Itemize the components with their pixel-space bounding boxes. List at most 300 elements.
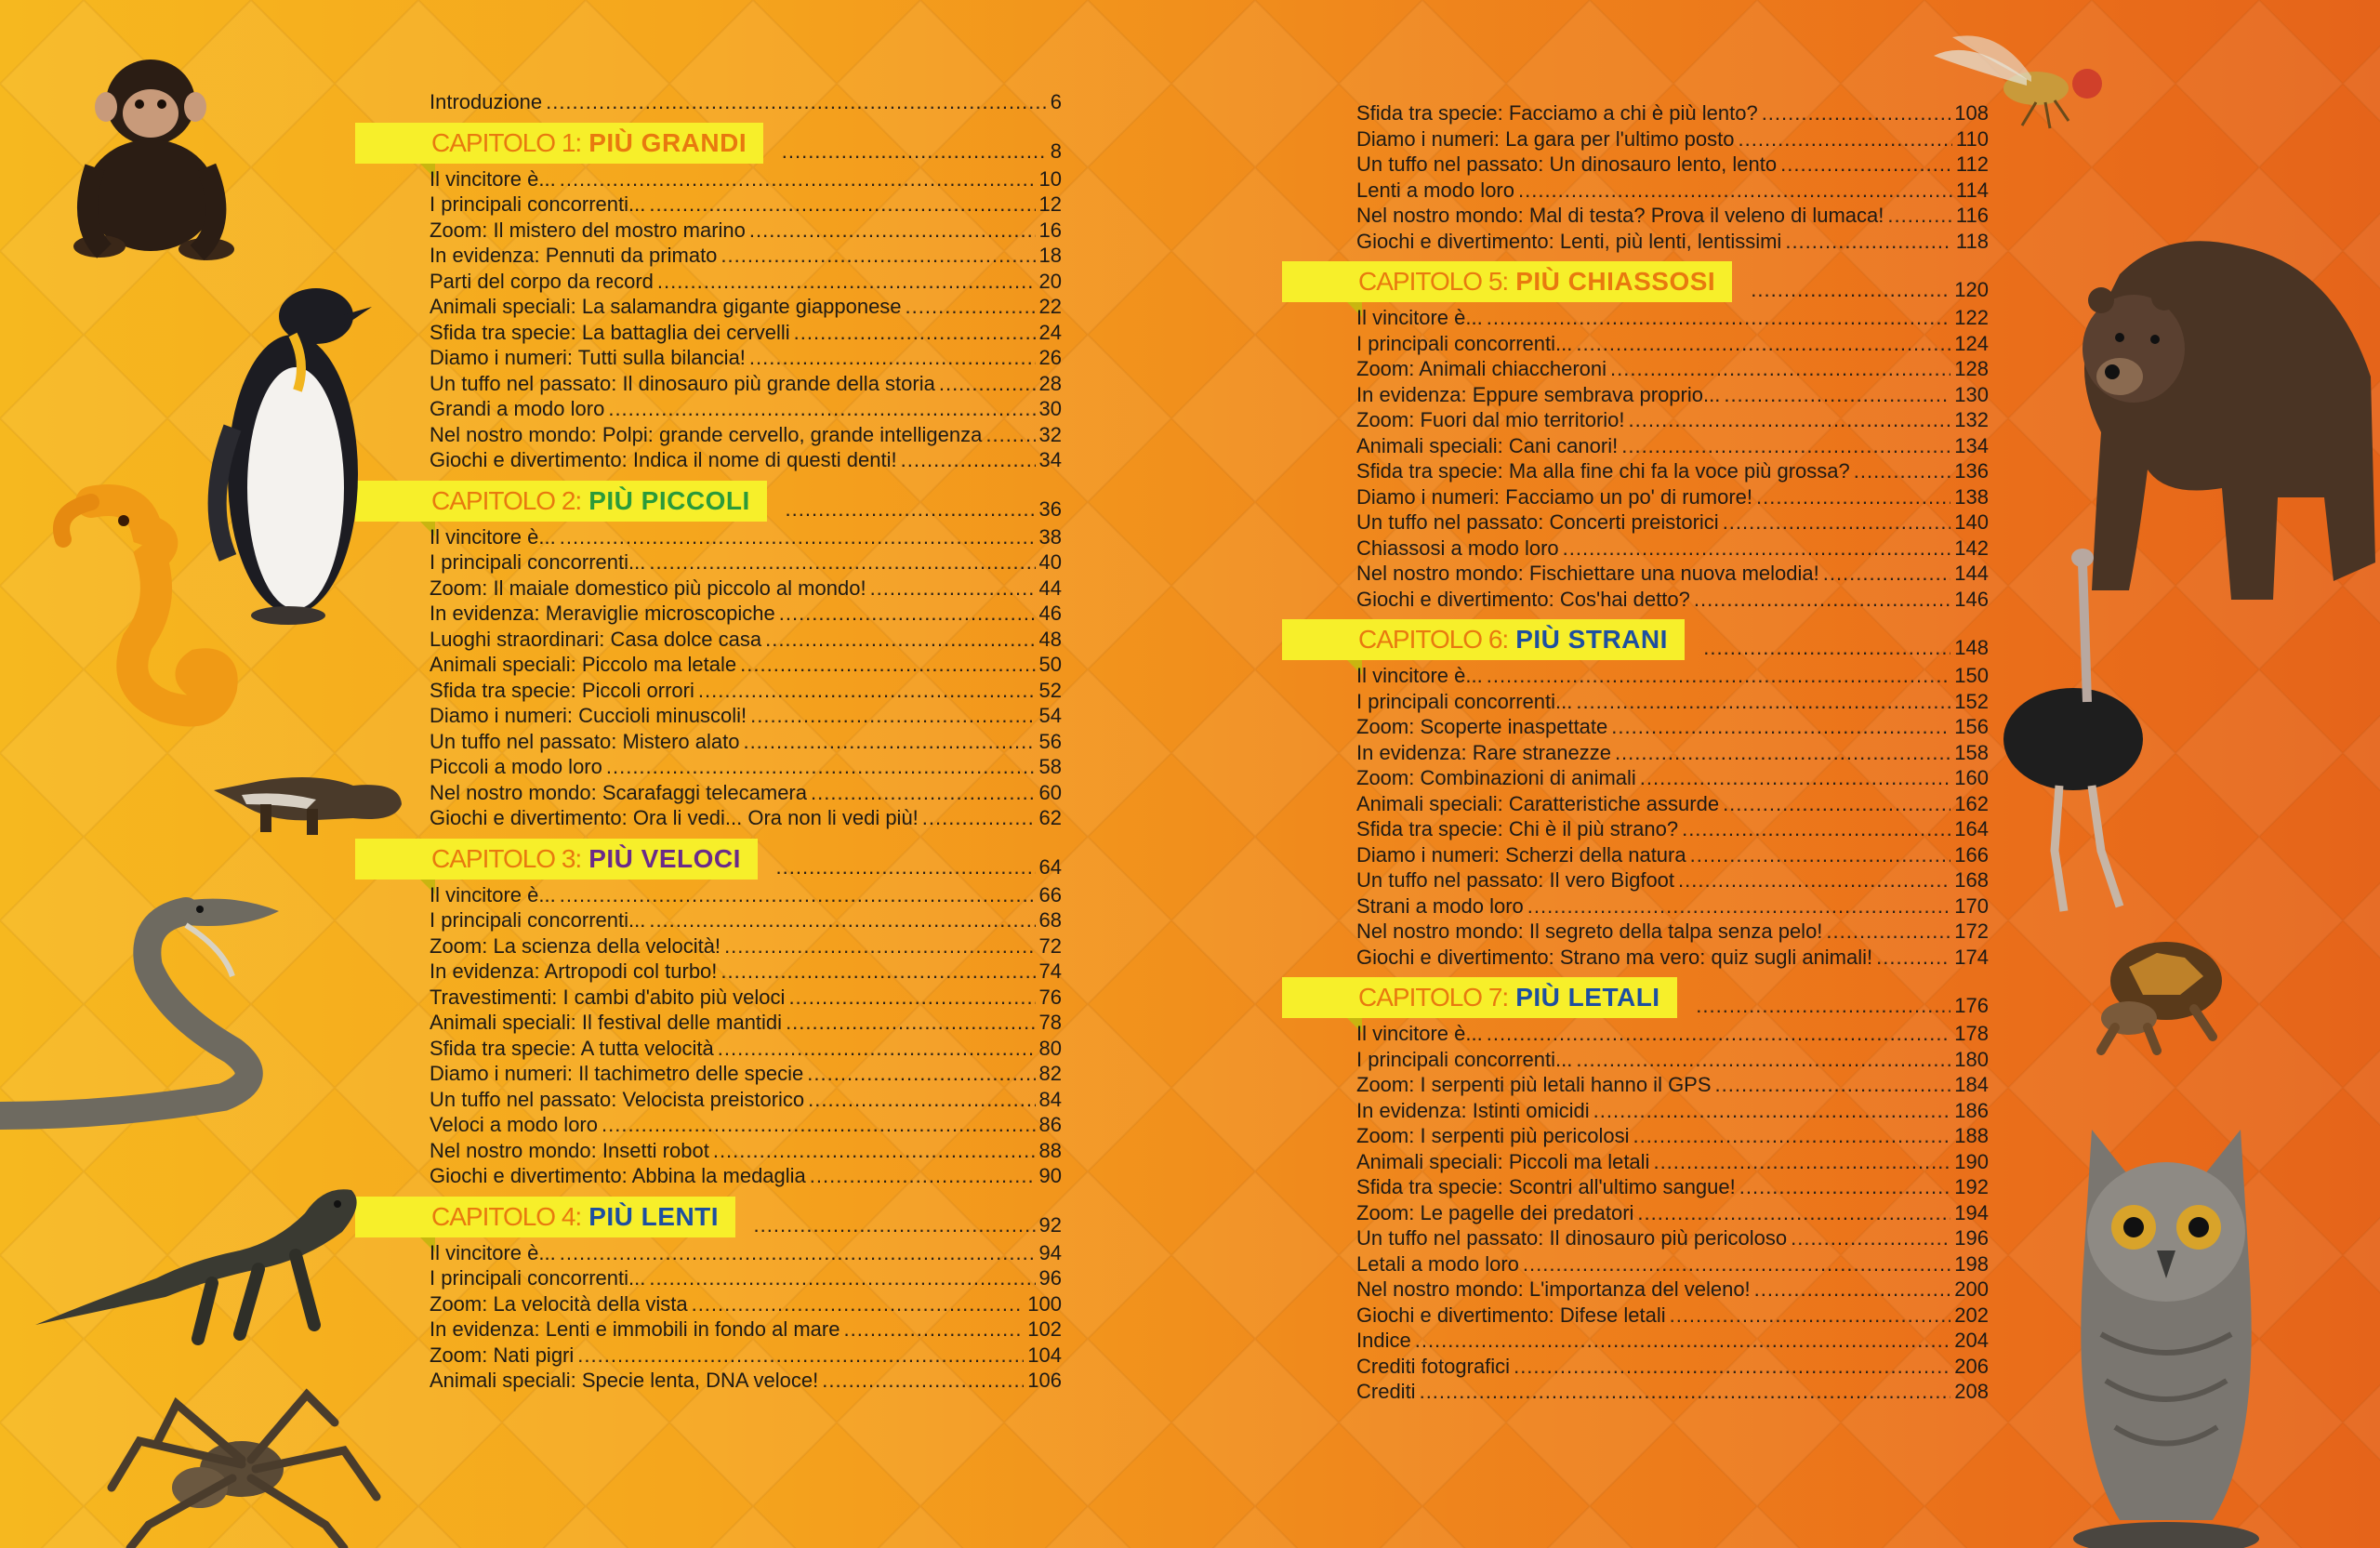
toc-entry[interactable] (1356, 509, 1989, 536)
toc-entry[interactable] (1356, 305, 1989, 331)
chapter-number: CAPITOLO 1: (431, 127, 582, 157)
toc-entry-title: Nel nostro mondo: Mal di testa? Prova il veleno di lumaca! (1356, 204, 1884, 227)
toc-entry[interactable] (430, 805, 1062, 831)
chapter-page-ref (1703, 619, 1989, 660)
dot-leader (754, 1213, 1036, 1237)
toc-entry-page: 40 (1038, 550, 1062, 574)
toc-entry[interactable] (1356, 178, 1989, 204)
dot-leader (782, 139, 1047, 164)
dot-leader (1633, 1123, 1950, 1149)
toc-entry[interactable] (1356, 1072, 1989, 1098)
toc-entry-page: 58 (1038, 755, 1062, 778)
toc-entry-title: I principali concorrenti... (1356, 689, 1573, 713)
toc-entry[interactable] (430, 1061, 1062, 1087)
toc-entry[interactable] (1356, 689, 1989, 715)
toc-entry-page: 90 (1038, 1164, 1062, 1187)
toc-entry-page: 50 (1038, 653, 1062, 676)
dot-leader (1640, 765, 1950, 791)
chapter-title: PIÙ PICCOLI (588, 485, 750, 515)
toc-entry-page: 32 (1038, 422, 1062, 446)
toc-entry-title: Zoom: Le pagelle dei predatori (1356, 1200, 1634, 1224)
toc-entry[interactable] (1356, 458, 1989, 484)
toc-entry-page: 100 (1027, 1291, 1062, 1316)
dot-leader (922, 805, 1036, 831)
toc-entry[interactable] (1356, 919, 1989, 945)
chapter-heading-1[interactable] (430, 123, 1062, 164)
toc-entry-page: 84 (1038, 1087, 1062, 1111)
toc-entry[interactable] (430, 576, 1062, 602)
chapter-title: PIÙ LENTI (588, 1201, 720, 1231)
dot-leader (1415, 1328, 1951, 1354)
dot-leader (750, 703, 1035, 729)
toc-entry[interactable] (430, 1112, 1062, 1138)
toc-entry[interactable] (1356, 561, 1989, 587)
toc-entry[interactable] (430, 1265, 1062, 1291)
toc-entry[interactable] (430, 652, 1062, 678)
toc-entry[interactable] (1356, 1047, 1989, 1073)
toc-entry-title: Diamo i numeri: Il tachimetro delle specie (430, 1062, 804, 1085)
toc-entry-title: Animali speciali: Cani canori! (1356, 433, 1619, 457)
toc-entry-page: 104 (1027, 1343, 1062, 1367)
owl-illustration (2064, 1092, 2268, 1548)
toc-entry-back-matter[interactable] (1356, 1328, 1989, 1354)
dot-leader (1785, 229, 1952, 255)
toc-entry[interactable] (1356, 1303, 1989, 1329)
toc-entry[interactable] (1356, 1123, 1989, 1149)
anteater-illustration (205, 753, 404, 837)
chapter-banner (1282, 977, 1677, 1018)
toc-entry-title: Il vincitore è... (430, 166, 556, 191)
chapter-page-ref (1751, 261, 1989, 302)
toc-entry-page: 34 (1038, 448, 1062, 471)
toc-entry[interactable] (430, 269, 1062, 295)
dot-leader (721, 959, 1035, 985)
toc-entry[interactable] (430, 907, 1062, 933)
turtle-illustration (2092, 916, 2231, 1055)
toc-entry-title: In evidenza: Pennuti da primato (430, 244, 718, 267)
chapter-banner (355, 839, 758, 880)
toc-entry-title: Il vincitore è... (1356, 664, 1483, 687)
toc-entry-title: I principali concorrenti... (430, 192, 646, 216)
toc-entry[interactable] (1356, 816, 1989, 842)
toc-entry-title: Giochi e divertimento: Difese letali (1356, 1303, 1666, 1327)
chapter-page: 64 (1038, 854, 1062, 879)
toc-entry-title: Il vincitore è... (430, 524, 556, 549)
toc-entry[interactable] (430, 524, 1062, 550)
toc-entry-title: Sfida tra specie: Scontri all'ultimo sangue! (1356, 1175, 1736, 1198)
dot-leader (1791, 1225, 1950, 1251)
toc-entry[interactable] (1356, 229, 1989, 255)
dot-leader (1756, 484, 1950, 510)
chapter-heading-2[interactable] (430, 481, 1062, 522)
toc-entry[interactable] (430, 447, 1062, 473)
dot-leader (807, 1061, 1035, 1087)
toc-entry-title: In evidenza: Rare stranezze (1356, 740, 1611, 764)
toc-entry[interactable] (1356, 382, 1989, 408)
toc-entry[interactable] (430, 294, 1062, 320)
toc-entry[interactable] (1356, 1174, 1989, 1200)
dot-leader (1527, 893, 1951, 920)
dot-leader (1621, 433, 1950, 459)
toc-entry-page: 146 (1954, 587, 1989, 611)
dot-leader (1518, 178, 1952, 204)
toc-entry[interactable] (430, 1343, 1062, 1369)
toc-entry-title: Letali a modo loro (1356, 1251, 1519, 1276)
toc-entry[interactable] (1356, 1098, 1989, 1124)
dot-leader (1487, 1021, 1951, 1047)
toc-entry-page: 46 (1038, 602, 1062, 625)
chapter-page: 8 (1050, 139, 1062, 163)
toc-entry[interactable] (430, 627, 1062, 653)
toc-entry-title: Il vincitore è... (430, 882, 556, 906)
toc-entry[interactable] (430, 703, 1062, 729)
dot-leader (843, 1316, 1024, 1343)
toc-entry[interactable] (1356, 945, 1989, 971)
dot-leader (1576, 689, 1950, 715)
toc-entry-title: I principali concorrenti... (430, 1266, 646, 1290)
toc-entry-title: Un tuffo nel passato: Un dinosauro lento, lento (1356, 152, 1778, 176)
toc-entry[interactable] (430, 1291, 1062, 1317)
dot-leader (657, 269, 1036, 295)
toc-entry-page: 56 (1038, 729, 1062, 753)
toc-entry[interactable] (1356, 663, 1989, 689)
chapter-page-ref (786, 481, 1062, 522)
toc-entry[interactable] (1356, 714, 1989, 740)
toc-entry-title: Giochi e divertimento: Cos'hai detto? (1356, 587, 1690, 611)
toc-entry-title: I principali concorrenti... (1356, 1047, 1573, 1071)
toc-entry[interactable] (1356, 1277, 1989, 1303)
toc-entry-page: 194 (1954, 1200, 1989, 1224)
toc-left-page (430, 89, 1062, 1394)
toc-entry[interactable] (430, 192, 1062, 218)
dot-leader (698, 678, 1036, 704)
chapter-banner (355, 481, 767, 522)
ostrich-illustration (1990, 544, 2175, 916)
toc-entry-intro[interactable]: Introduzione ..... 6 (430, 89, 1062, 115)
toc-entry-title: Zoom: Fuori dal mio territorio! (1356, 408, 1625, 431)
chapter-banner (355, 1197, 735, 1237)
toc-entry-title: Sfida tra specie: Ma alla fine chi fa la voce più grossa? (1356, 459, 1850, 483)
toc-entry[interactable] (430, 1087, 1062, 1113)
dot-leader (1420, 1379, 1951, 1405)
toc-entry-page: 128 (1954, 357, 1989, 380)
toc-entry[interactable] (1356, 484, 1989, 510)
dot-leader (939, 371, 1036, 397)
toc-entry-title: Sfida tra specie: Piccoli orrori (430, 678, 694, 702)
dot-leader (779, 601, 1036, 627)
chapter-page: 36 (1038, 496, 1062, 521)
toc-entry-page: 106 (1027, 1369, 1062, 1392)
chapter-page-ref (754, 1197, 1062, 1237)
toc-entry-page: 168 (1954, 868, 1989, 892)
toc-entry-page: 134 (1954, 433, 1989, 457)
dot-leader (906, 294, 1036, 320)
fruit-fly-illustration (1934, 28, 2120, 130)
dot-leader (721, 243, 1035, 269)
toc-entry-page: 138 (1954, 484, 1989, 509)
toc-entry[interactable] (430, 371, 1062, 397)
dot-leader (649, 1265, 1035, 1291)
chapter-banner (355, 123, 763, 164)
toc-entry[interactable] (430, 1036, 1062, 1062)
chapter-page: 176 (1954, 994, 1989, 1017)
dot-leader (1563, 536, 1951, 562)
toc-entry[interactable] (430, 549, 1062, 576)
chapter-page: 120 (1954, 278, 1989, 301)
dot-leader (749, 345, 1036, 371)
toc-entry-title: Zoom: I serpenti più letali hanno il GPS (1356, 1073, 1712, 1096)
toc-entry[interactable] (430, 320, 1062, 346)
toc-entry[interactable] (1356, 893, 1989, 920)
toc-entry[interactable] (1356, 356, 1989, 382)
toc-entry-title: Nel nostro mondo: Insetti robot (430, 1138, 709, 1162)
dot-leader (560, 166, 1036, 192)
toc-entry[interactable] (1356, 433, 1989, 459)
seahorse-illustration (35, 483, 249, 734)
dot-leader (1637, 1200, 1950, 1226)
toc-entry-title: Grandi a modo loro (430, 397, 605, 420)
toc-entry[interactable] (1356, 152, 1989, 178)
dot-leader (1739, 1174, 1951, 1200)
dot-leader (1739, 126, 1952, 152)
toc-entry-title: Zoom: Il mistero del mostro marino (430, 218, 746, 242)
toc-entry-title: Lenti a modo loro (1356, 178, 1514, 202)
toc-entry-title: Un tuffo nel passato: Mistero alato (430, 729, 740, 753)
toc-entry-title: Zoom: La scienza della velocità! (430, 933, 721, 958)
toc-entry[interactable] (430, 729, 1062, 755)
chapter-title: PIÙ GRANDI (588, 127, 747, 157)
toc-entry-back-matter[interactable] (1356, 1379, 1989, 1405)
toc-entry[interactable] (430, 933, 1062, 959)
toc-entry[interactable] (1356, 407, 1989, 433)
dot-leader (692, 1291, 1025, 1317)
chapter-heading-4[interactable] (430, 1197, 1062, 1237)
toc-entry-title: Zoom: Nati pigri (430, 1343, 575, 1367)
toc-entry-title: Zoom: Il maiale domestico più piccolo al mondo! (430, 576, 866, 600)
dot-leader (776, 855, 1036, 880)
toc-entry[interactable] (1356, 1251, 1989, 1277)
toc-entry[interactable] (430, 1163, 1062, 1189)
toc-entry-title: Piccoli a modo loro (430, 755, 602, 778)
toc-entry-title: Strani a modo loro (1356, 893, 1524, 918)
dot-leader (1762, 100, 1951, 126)
dot-leader (901, 447, 1036, 473)
toc-entry-page: 16 (1038, 218, 1062, 242)
toc-entry-page: 150 (1954, 664, 1989, 687)
chapter-title: PIÙ CHIASSOSI (1515, 267, 1716, 296)
dot-leader (724, 933, 1035, 959)
chapter-page: 148 (1954, 636, 1989, 659)
toc-entry[interactable] (430, 422, 1062, 448)
toc-entry-title: Zoom: La velocità della vista (430, 1291, 688, 1316)
toc-entry-page: 28 (1038, 371, 1062, 395)
toc-entry[interactable] (430, 601, 1062, 627)
toc-entry[interactable] (1356, 740, 1989, 766)
toc-entry-page: 18 (1038, 244, 1062, 267)
snake-illustration (0, 883, 288, 1144)
toc-entry-page: 74 (1038, 959, 1062, 983)
toc-entry-title: I principali concorrenti... (1356, 331, 1573, 355)
toc-entry-title: Un tuffo nel passato: Il dinosauro più pericoloso (1356, 1226, 1788, 1250)
toc-entry-title: Sfida tra specie: Chi è il più strano? (1356, 817, 1679, 840)
toc-entry[interactable] (430, 1316, 1062, 1343)
toc-entry-title: Nel nostro mondo: L'importanza del veleno! (1356, 1277, 1751, 1301)
dot-leader (1576, 331, 1950, 357)
toc-entry-title: Luoghi straordinari: Casa dolce casa (430, 627, 762, 651)
toc-entry-title: Nel nostro mondo: Polpi: grande cervello, grande intelligenza (430, 422, 983, 446)
dot-leader (808, 1087, 1035, 1113)
toc-entry-page: 72 (1038, 933, 1062, 958)
toc-entry[interactable] (430, 1368, 1062, 1394)
chapter-number: CAPITOLO 4: (431, 1201, 582, 1231)
toc-entry-page: 188 (1954, 1124, 1989, 1147)
toc-entry[interactable] (430, 754, 1062, 780)
dot-leader (718, 1036, 1036, 1062)
toc-entry[interactable] (430, 1240, 1062, 1266)
toc-entry-page: 170 (1954, 893, 1989, 918)
chapter-heading-6[interactable] (1356, 619, 1989, 660)
toc-entry-page: 200 (1954, 1277, 1989, 1301)
dot-leader (786, 497, 1036, 522)
toc-entry-page: 186 (1954, 1098, 1989, 1122)
toc-entry-page: 204 (1954, 1329, 1989, 1352)
toc-entry-page: 116 (1955, 204, 1989, 227)
toc-entry-title: Chiassosi a modo loro (1356, 536, 1559, 560)
toc-entry-title: Sfida tra specie: Facciamo a chi è più lento? (1356, 101, 1758, 125)
toc-entry-page: 124 (1954, 331, 1989, 355)
toc-entry[interactable] (1356, 1200, 1989, 1226)
toc-entry-title: Sfida tra specie: La battaglia dei cervelli (430, 320, 790, 344)
toc-entry-page: 96 (1038, 1266, 1062, 1290)
toc-entry[interactable] (430, 243, 1062, 269)
dot-leader (786, 1010, 1035, 1036)
chapter-title: PIÙ VELOCI (588, 843, 741, 873)
toc-entry-title: Travestimenti: I cambi d'abito più veloci (430, 985, 786, 1009)
toc-entry-title: Diamo i numeri: Tutti sulla bilancia! (430, 346, 746, 369)
dot-leader (794, 320, 1036, 346)
toc-entry[interactable] (430, 345, 1062, 371)
toc-entry-page: 192 (1954, 1175, 1989, 1198)
toc-entry[interactable] (430, 985, 1062, 1011)
toc-entry-page: 68 (1038, 908, 1062, 932)
toc-entry-page: 190 (1954, 1149, 1989, 1173)
dot-leader (602, 1112, 1036, 1138)
toc-entry[interactable] (1356, 867, 1989, 893)
toc-entry-title: Veloci a modo loro (430, 1113, 598, 1136)
toc-entry-page: 48 (1038, 627, 1062, 651)
chapter-heading-5[interactable] (1356, 261, 1989, 302)
dot-leader (1514, 1354, 1950, 1380)
toc-entry-title: Diamo i numeri: Scherzi della natura (1356, 842, 1686, 867)
toc-entry-title: Giochi e divertimento: Ora li vedi... Ora non li vedi più! (430, 806, 919, 829)
toc-entry[interactable] (1356, 1149, 1989, 1175)
toc-entry[interactable] (1356, 126, 1989, 152)
dot-leader (713, 1138, 1036, 1164)
toc-entry-page: 88 (1038, 1138, 1062, 1162)
toc-entry-page: 180 (1954, 1047, 1989, 1071)
toc-entry-page: 26 (1038, 346, 1062, 369)
toc-entry-title: Giochi e divertimento: Lenti, più lenti, lentissimi (1356, 229, 1782, 253)
toc-entry[interactable] (430, 678, 1062, 704)
chapter-heading-7[interactable] (1356, 977, 1989, 1018)
dot-leader (1854, 458, 1951, 484)
toc-entry[interactable] (1356, 331, 1989, 357)
toc-entry-page: 162 (1954, 791, 1989, 815)
chapter-number: CAPITOLO 5: (1358, 267, 1509, 296)
dot-leader (1823, 561, 1951, 587)
chapter-title: PIÙ STRANI (1515, 625, 1668, 654)
toc-entry[interactable] (430, 1138, 1062, 1164)
toc-entry[interactable] (1356, 587, 1989, 613)
toc-entry-title: In evidenza: Artropodi col turbo! (430, 959, 718, 983)
toc-entry-page: 110 (1955, 126, 1989, 151)
chapter-title: PIÙ LETALI (1515, 983, 1660, 1012)
dot-leader (1703, 636, 1950, 660)
toc-entry-title: I principali concorrenti... (430, 908, 646, 932)
toc-entry[interactable] (1356, 100, 1989, 126)
toc-entry-page: 144 (1954, 562, 1989, 585)
toc-entry-title: Un tuffo nel passato: Il dinosauro più grande della storia (430, 371, 935, 395)
toc-entry-page: 196 (1954, 1226, 1989, 1250)
toc-entry-title: Animali speciali: Piccoli ma letali (1356, 1149, 1650, 1173)
chapter-banner (1282, 619, 1685, 660)
toc-entry[interactable] (1356, 1225, 1989, 1251)
toc-entry-page: 172 (1954, 920, 1989, 943)
dot-leader (1653, 1149, 1950, 1175)
toc-entry[interactable] (430, 396, 1062, 422)
dot-leader (811, 780, 1036, 806)
toc-entry-page: 86 (1038, 1113, 1062, 1136)
toc-entry-page: 160 (1954, 766, 1989, 789)
toc-entry-title: Giochi e divertimento: Abbina la medaglia (430, 1164, 806, 1187)
dot-leader (1694, 587, 1950, 613)
toc-entry[interactable] (1356, 765, 1989, 791)
chapter-number: CAPITOLO 3: (431, 843, 582, 873)
chapter-banner (1282, 261, 1732, 302)
toc-entry-page: 118 (1955, 229, 1989, 253)
toc-entry-page: 10 (1038, 166, 1062, 191)
toc-entry[interactable] (430, 1010, 1062, 1036)
chapter-page-ref (1696, 977, 1989, 1018)
toc-entry[interactable] (1356, 536, 1989, 562)
dot-leader (788, 985, 1035, 1011)
toc-entry-page: 62 (1038, 806, 1062, 829)
toc-entry[interactable] (430, 780, 1062, 806)
toc-entry-page: 158 (1954, 740, 1989, 764)
toc-entry-page: 130 (1954, 382, 1989, 406)
dot-leader (577, 1343, 1024, 1369)
toc-entry[interactable] (430, 882, 1062, 908)
toc-entry-title: Indice (1356, 1329, 1411, 1352)
toc-entry[interactable] (1356, 1021, 1989, 1047)
toc-entry[interactable] (430, 959, 1062, 985)
toc-entry-back-matter[interactable] (1356, 1354, 1989, 1380)
toc-entry[interactable] (1356, 203, 1989, 229)
dot-leader (1487, 663, 1951, 689)
dot-leader (649, 907, 1035, 933)
toc-entry[interactable] (430, 166, 1062, 192)
toc-entry[interactable] (430, 218, 1062, 244)
toc-entry-page: 114 (1955, 178, 1989, 202)
toc-entry-title: Un tuffo nel passato: Il vero Bigfoot (1356, 868, 1675, 892)
toc-entry-title: Nel nostro mondo: Il segreto della talpa senza pelo! (1356, 920, 1823, 943)
dot-leader (822, 1368, 1024, 1394)
toc-entry[interactable] (1356, 842, 1989, 868)
dot-leader (649, 192, 1035, 218)
chapter-heading-3[interactable] (430, 839, 1062, 880)
toc-entry-title: Diamo i numeri: Facciamo un po' di rumore! (1356, 484, 1753, 509)
toc-entry[interactable] (1356, 791, 1989, 817)
